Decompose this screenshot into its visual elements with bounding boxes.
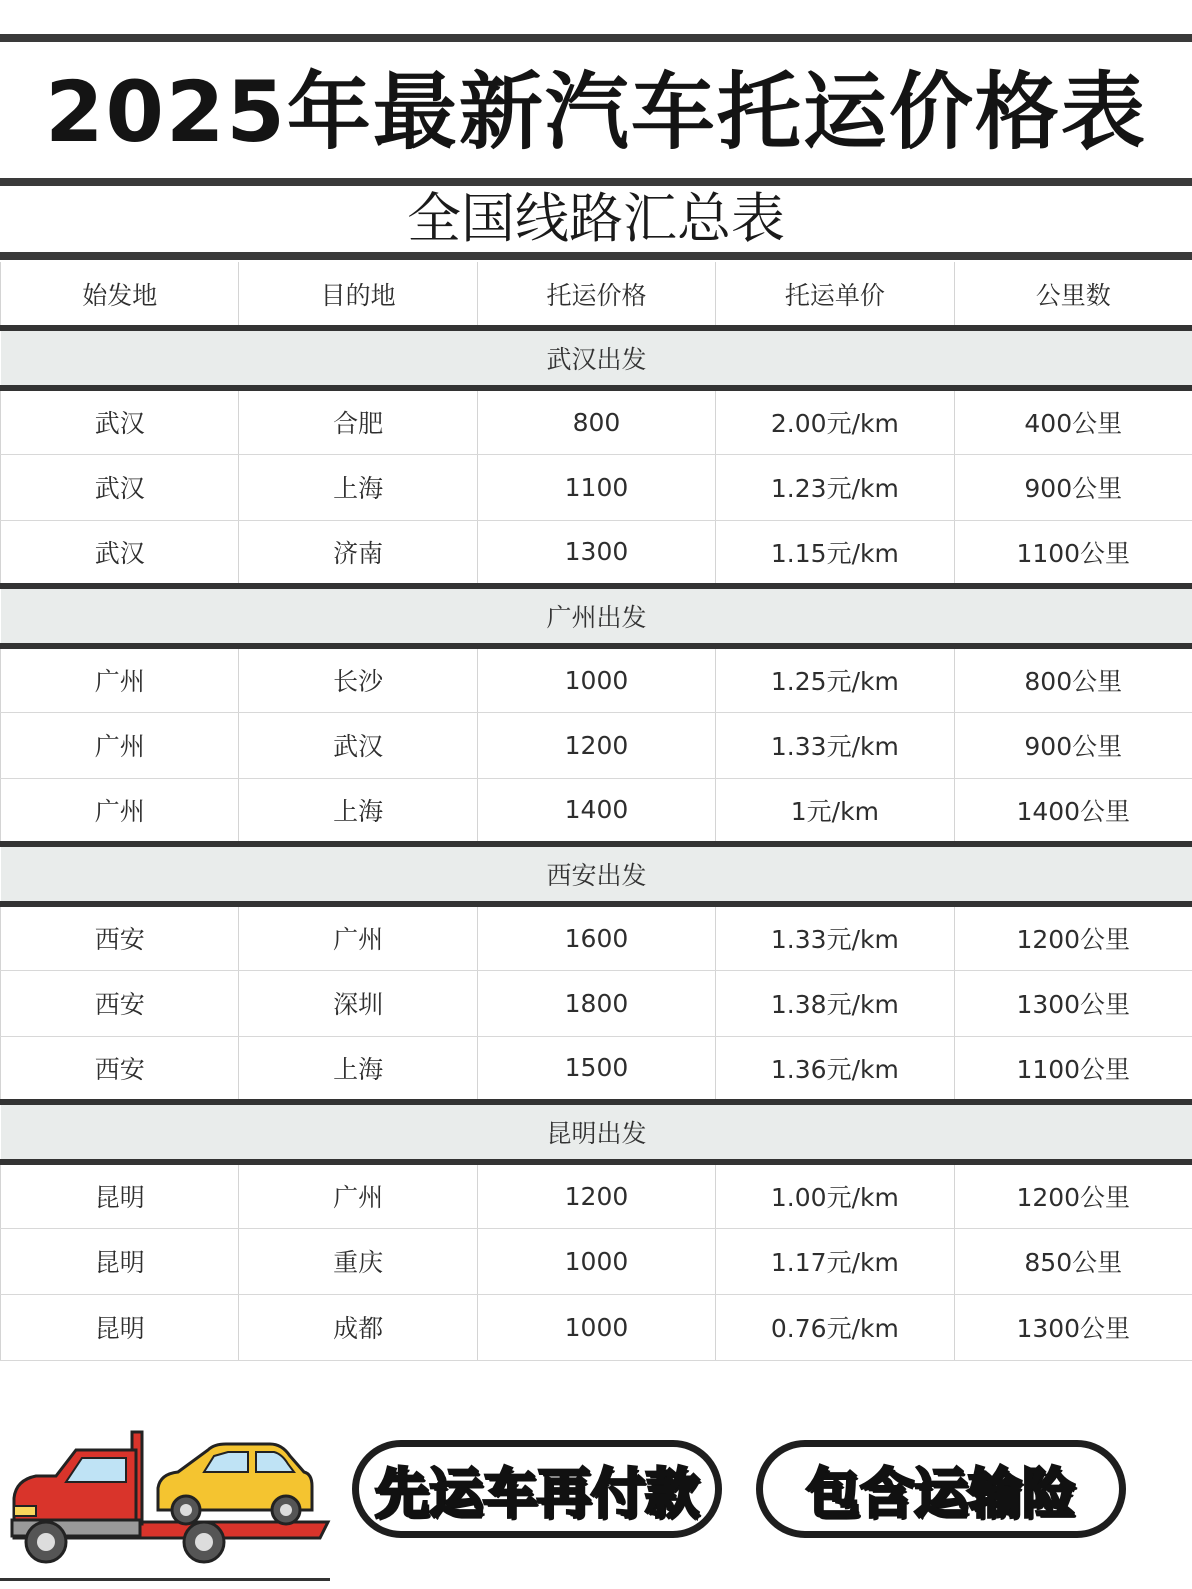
cell-price: 800 [477, 388, 715, 454]
cell-destination: 深圳 [239, 970, 477, 1036]
group-label: 广州出发 [1, 586, 1192, 646]
cell-origin: 广州 [1, 646, 239, 712]
cell-distance: 1200公里 [954, 904, 1192, 970]
table-row [1, 454, 1192, 520]
title-divider [0, 178, 1192, 186]
cell-unit-price: 1.33元/km [716, 712, 954, 778]
cell-price: 1400 [477, 778, 715, 844]
cell-unit-price: 1.36元/km [716, 1036, 954, 1102]
cell-destination: 上海 [239, 778, 477, 844]
column-header-price: 托运价格 [477, 262, 715, 328]
cell-price: 1300 [477, 520, 715, 586]
cell-unit-price: 0.76元/km [716, 1294, 954, 1360]
cell-unit-price: 1.15元/km [716, 520, 954, 586]
top-divider [0, 34, 1192, 42]
group-row [1, 586, 1192, 646]
cell-origin: 昆明 [1, 1228, 239, 1294]
table-body [1, 328, 1192, 1360]
cell-unit-price: 1.38元/km [716, 970, 954, 1036]
tow-truck-icon [8, 1410, 338, 1580]
table-row [1, 520, 1192, 586]
page-subtitle: 全国线路汇总表 [407, 187, 785, 250]
column-header-distance: 公里数 [954, 262, 1192, 328]
cell-distance: 1300公里 [954, 970, 1192, 1036]
cell-destination: 上海 [239, 1036, 477, 1102]
table-row [1, 970, 1192, 1036]
cell-unit-price: 1.25元/km [716, 646, 954, 712]
cell-origin: 昆明 [1, 1162, 239, 1228]
cell-distance: 850公里 [954, 1228, 1192, 1294]
table-row [1, 1294, 1192, 1360]
cell-distance: 900公里 [954, 712, 1192, 778]
cell-origin: 武汉 [1, 388, 239, 454]
cell-destination: 合肥 [239, 388, 477, 454]
price-table [0, 262, 1192, 1361]
cell-distance: 400公里 [954, 388, 1192, 454]
cell-origin: 广州 [1, 712, 239, 778]
column-header-destination: 目的地 [239, 262, 477, 328]
cell-unit-price: 1.33元/km [716, 904, 954, 970]
cell-unit-price: 1元/km [716, 778, 954, 844]
cell-price: 1200 [477, 1162, 715, 1228]
cell-price: 1500 [477, 1036, 715, 1102]
cell-destination: 成都 [239, 1294, 477, 1360]
cell-origin: 西安 [1, 1036, 239, 1102]
cell-price: 1800 [477, 970, 715, 1036]
cell-destination: 重庆 [239, 1228, 477, 1294]
table-row [1, 1036, 1192, 1102]
cell-unit-price: 1.23元/km [716, 454, 954, 520]
cell-distance: 1400公里 [954, 778, 1192, 844]
group-label: 昆明出发 [1, 1102, 1192, 1162]
cell-destination: 广州 [239, 904, 477, 970]
cell-origin: 武汉 [1, 520, 239, 586]
pay-after-delivery-badge: 先运车再付款 [352, 1440, 722, 1538]
cell-destination: 广州 [239, 1162, 477, 1228]
cell-distance: 800公里 [954, 646, 1192, 712]
group-label: 西安出发 [1, 844, 1192, 904]
cell-unit-price: 1.17元/km [716, 1228, 954, 1294]
footer [0, 1400, 1192, 1589]
group-row [1, 844, 1192, 904]
group-row [1, 1102, 1192, 1162]
cell-origin: 广州 [1, 778, 239, 844]
table-row [1, 1228, 1192, 1294]
column-header-unit-price: 托运单价 [716, 262, 954, 328]
table-row [1, 646, 1192, 712]
table-row [1, 388, 1192, 454]
cell-price: 1100 [477, 454, 715, 520]
cell-distance: 1300公里 [954, 1294, 1192, 1360]
page-title: 2025年最新汽车托运价格表 [45, 63, 1147, 161]
cell-price: 1000 [477, 1294, 715, 1360]
insurance-included-badge: 包含运输险 [756, 1440, 1126, 1538]
cell-destination: 武汉 [239, 712, 477, 778]
group-row [1, 328, 1192, 388]
group-label: 武汉出发 [1, 328, 1192, 388]
cell-distance: 1200公里 [954, 1162, 1192, 1228]
table-header-row [1, 262, 1192, 328]
cell-origin: 西安 [1, 904, 239, 970]
cell-destination: 长沙 [239, 646, 477, 712]
cell-destination: 济南 [239, 520, 477, 586]
table-row [1, 778, 1192, 844]
cell-price: 1000 [477, 1228, 715, 1294]
cell-origin: 西安 [1, 970, 239, 1036]
table-row [1, 1162, 1192, 1228]
cell-distance: 900公里 [954, 454, 1192, 520]
cell-destination: 上海 [239, 454, 477, 520]
ground-line [0, 1578, 330, 1581]
cell-origin: 昆明 [1, 1294, 239, 1360]
cell-origin: 武汉 [1, 454, 239, 520]
cell-price: 1600 [477, 904, 715, 970]
column-header-origin: 始发地 [1, 262, 239, 328]
table-row [1, 712, 1192, 778]
cell-distance: 1100公里 [954, 520, 1192, 586]
subtitle-divider [0, 252, 1192, 260]
cell-unit-price: 2.00元/km [716, 388, 954, 454]
table-row [1, 904, 1192, 970]
cell-distance: 1100公里 [954, 1036, 1192, 1102]
cell-price: 1000 [477, 646, 715, 712]
cell-price: 1200 [477, 712, 715, 778]
cell-unit-price: 1.00元/km [716, 1162, 954, 1228]
